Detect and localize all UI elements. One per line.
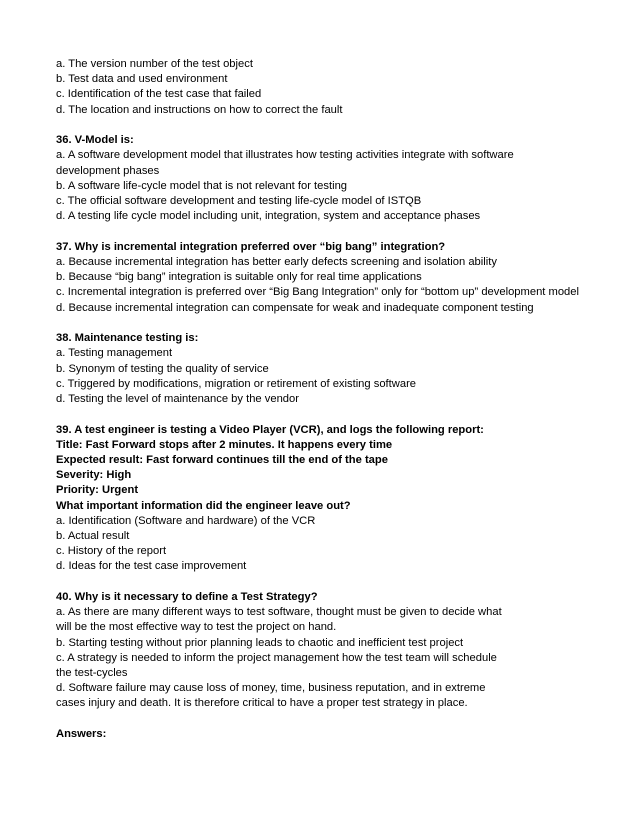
- option-a: a. A software development model that illustrates how testing activities integrate with software development phases: [56, 149, 514, 177]
- option-d-line-2: cases injury and death. It is therefore critical to have a proper test strategy in place.: [56, 697, 468, 710]
- option-d: d. A testing life cycle model including unit, integration, system and acceptance phases: [56, 210, 481, 223]
- option-a: a. The version number of the test object: [56, 58, 253, 70]
- question-38: [56, 331, 596, 407]
- option-b: b. Because “big bang” integration is suitable only for real time applications: [56, 271, 422, 284]
- question-37: [56, 240, 596, 316]
- answers-heading: Answers:: [56, 728, 107, 741]
- option-a: a. Because incremental integration has better early defects screening and isolation ability: [56, 256, 497, 269]
- option-a-line-1: a. As there are many different ways to test software, thought must be given to decide what: [56, 606, 502, 619]
- option-c-line-2: the test-cycles: [56, 667, 128, 680]
- option-c: c. History of the report: [56, 545, 167, 558]
- option-d: d. Testing the level of maintenance by the vendor: [56, 393, 299, 406]
- option-b: b. Synonym of testing the quality of service: [56, 362, 269, 375]
- option-d: d. The location and instructions on how to correct the fault: [56, 103, 343, 116]
- option-d-line-1: d. Software failure may cause loss of money, time, business reputation, and in extreme: [56, 682, 486, 695]
- option-a-line-2: will be the most effective way to test the project on hand.: [56, 621, 337, 634]
- report-title: Title: Fast Forward stops after 2 minutes. It happens every time: [56, 438, 393, 451]
- question-39: [56, 423, 596, 575]
- report-severity: Severity: High: [56, 469, 132, 482]
- intro-options: [56, 57, 596, 118]
- report-expected-result: Expected result: Fast forward continues till the end of the tape: [56, 454, 388, 467]
- report-priority: Priority: Urgent: [56, 484, 139, 497]
- option-a: a. Testing management: [56, 347, 173, 360]
- question-prompt: What important information did the engineer leave out?: [56, 499, 351, 512]
- option-c-line-1: c. A strategy is needed to inform the project management how the test team will schedule: [56, 651, 497, 664]
- option-d: d. Ideas for the test case improvement: [56, 560, 247, 573]
- question-title: 38. Maintenance testing is:: [56, 332, 199, 345]
- option-c: c. Triggered by modifications, migration or retirement of existing software: [56, 377, 417, 390]
- option-c: c. Incremental integration is preferred over “Big Bang Integration” only for “bottom up” development model: [56, 286, 579, 299]
- question-title: 37. Why is incremental integration preferred over “big bang” integration?: [56, 240, 446, 253]
- question-title: 39. A test engineer is testing a Video Player (VCR), and logs the following report:: [56, 423, 484, 436]
- question-title: 36. V-Model is:: [56, 134, 134, 147]
- option-b: b. Test data and used environment: [56, 73, 228, 86]
- question-title: 40. Why is it necessary to define a Test Strategy?: [56, 591, 318, 604]
- option-c: c. The official software development and testing life-cycle model of ISTQB: [56, 195, 422, 208]
- option-c: c. Identification of the test case that failed: [56, 88, 262, 101]
- document-page: [56, 57, 596, 742]
- option-b: b. Starting testing without prior planning leads to chaotic and inefficient test project: [56, 636, 464, 649]
- option-a: a. Identification (Software and hardware) of the VCR: [56, 514, 316, 527]
- option-d: d. Because incremental integration can compensate for weak and inadequate component testing: [56, 301, 534, 314]
- question-40: [56, 590, 596, 712]
- option-b: b. A software life-cycle model that is not relevant for testing: [56, 179, 348, 192]
- option-b: b. Actual result: [56, 530, 130, 543]
- question-36: [56, 133, 596, 224]
